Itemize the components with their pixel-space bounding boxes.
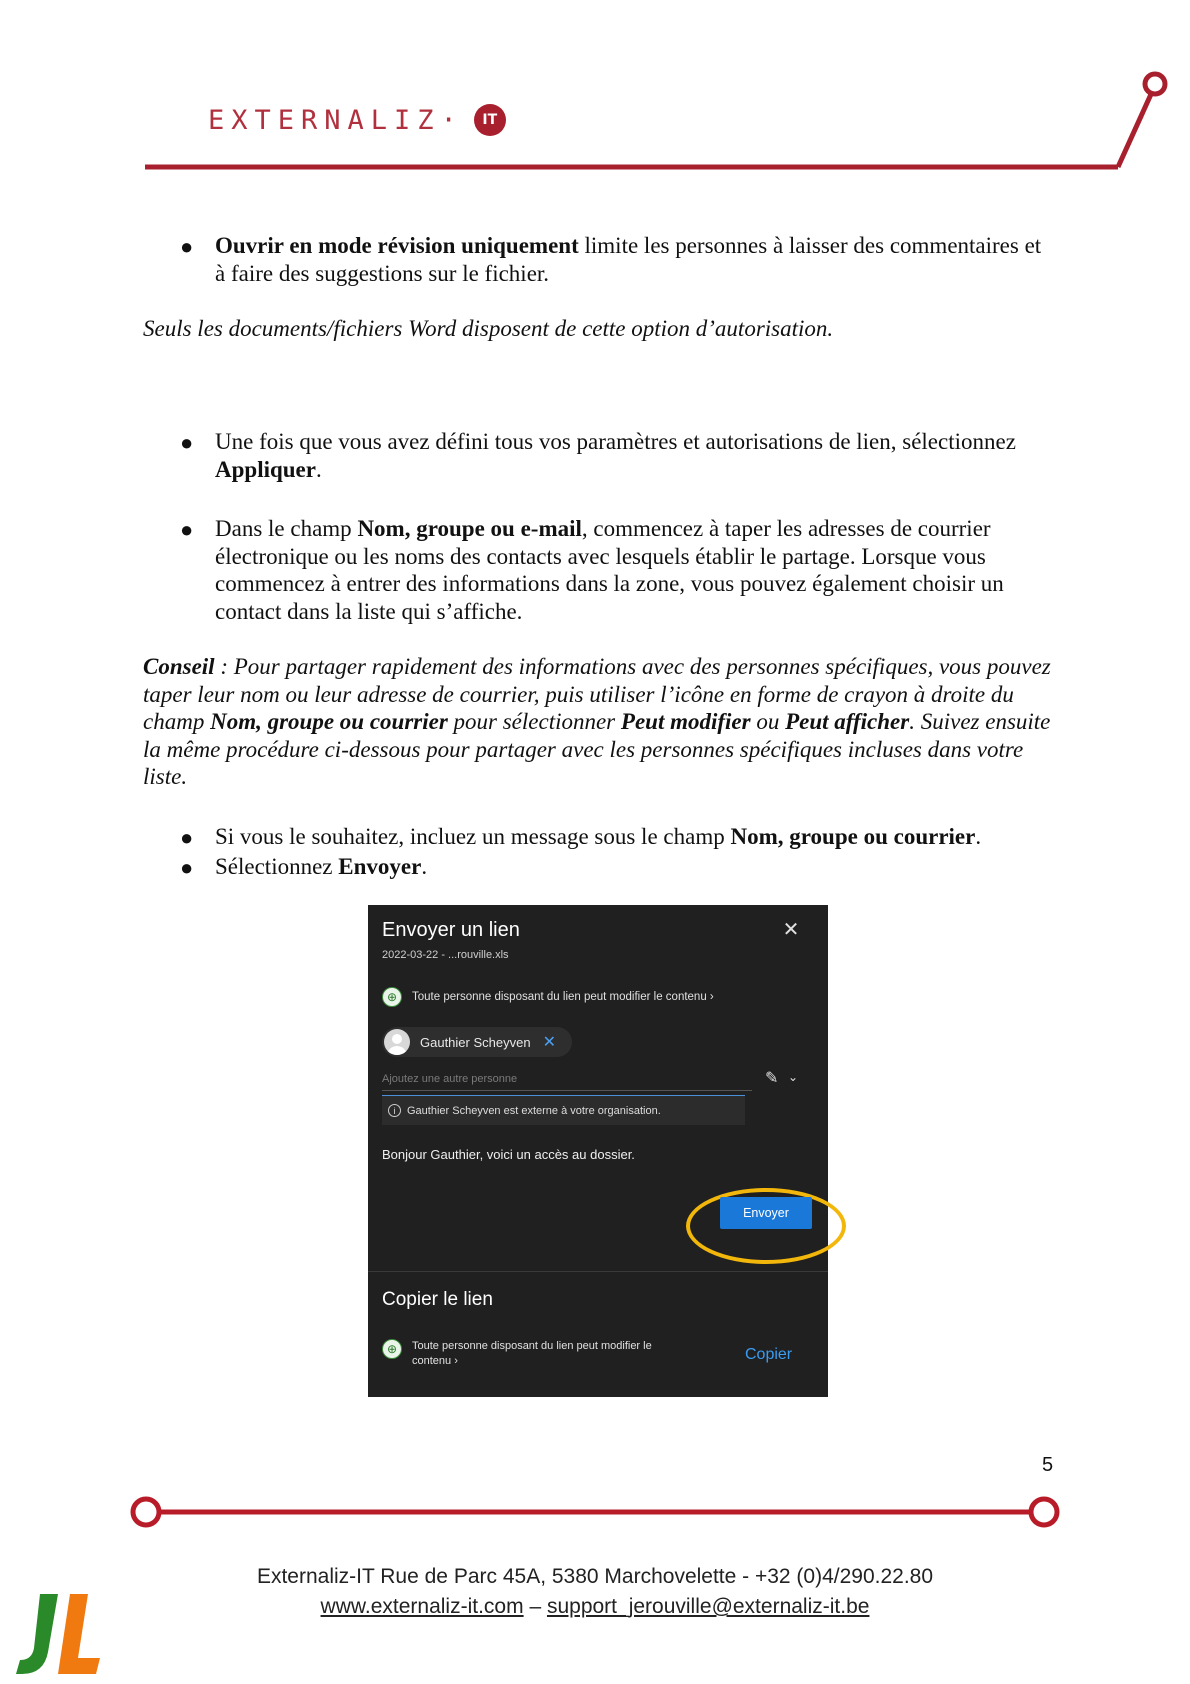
footer-line <box>0 1490 1190 1540</box>
add-person-input[interactable] <box>382 1068 752 1091</box>
tip-text: . Suivez ensuite la même procédure ci-dessous pour partager avec les personnes spécifiques incluses dans votre liste. <box>143 709 1051 789</box>
copy-permission-text: Toute personne disposant du lien peut modifier le contenu › <box>412 1340 652 1367</box>
chevron-down-icon[interactable]: ⌄ <box>788 1070 799 1084</box>
footer-contacts <box>0 1595 1190 1619</box>
footer-separator: – <box>523 1595 547 1618</box>
bullet-review-mode <box>215 232 1055 287</box>
globe-icon: ⊕ <box>382 1339 402 1359</box>
logo-text: EXTERNALIZ· <box>208 104 464 136</box>
copy-link-permission[interactable] <box>382 1339 682 1369</box>
recipient-name: Gauthier Scheyven <box>420 1034 531 1050</box>
bold-phrase: Peut afficher <box>785 709 910 734</box>
bold-phrase: Nom, groupe ou e-mail <box>357 516 582 541</box>
dialog-file-name: 2022-03-22 - ...rouville.xls <box>382 949 509 961</box>
external-note-text: Gauthier Scheyven est externe à votre organisation. <box>407 1104 661 1117</box>
tip-text: : Pour partager rapidement des informations avec des personnes spécifiques, vous pouvez taper leur nom ou leur adresse de courrier, puis utiliser l’icône en forme de crayon à droite du champ <box>143 654 1051 734</box>
message-field[interactable]: Bonjour Gauthier, voici un accès au dossier. <box>382 1147 635 1162</box>
pencil-icon[interactable]: ✎ <box>765 1070 779 1087</box>
bullet-text: Si vous le souhaitez, incluez un message sous le champ <box>215 824 731 849</box>
tip-text: pour sélectionner <box>447 709 621 734</box>
bullet-text: . <box>975 824 982 849</box>
bullet-text: Une fois que vous avez défini tous vos paramètres et autorisations de lien, sélectionnez <box>215 429 1016 454</box>
recipient-chip <box>382 1027 572 1057</box>
bullet-name-field <box>215 515 1055 625</box>
bullet-marker: ● <box>180 825 194 850</box>
send-button[interactable]: Envoyer <box>720 1197 812 1229</box>
page-number: 5 <box>1042 1454 1054 1476</box>
word-only-note: Seuls les documents/fichiers Word disposent de cette option d’autorisation. <box>143 316 834 341</box>
bold-phrase: Nom, groupe ou courrier <box>210 709 448 734</box>
bullet-text: . <box>421 854 428 879</box>
header-line <box>0 0 1190 200</box>
bullet-marker: ● <box>180 234 194 259</box>
close-icon[interactable]: ✕ <box>782 919 800 941</box>
bullet-text: , commencez à taper les adresses de courrier électronique ou les noms des contacts avec lesquels établir le partage. Lorsque vous commencez à entrer des informations dans la zone, vous pouvez également choisir un contact dans la liste qui s’affiche. <box>215 516 1004 624</box>
jl-corner-logo <box>10 1590 100 1680</box>
copy-link-title: Copier le lien <box>382 1289 493 1310</box>
bold-phrase: Appliquer <box>215 456 316 482</box>
tip-label: Conseil <box>143 654 215 679</box>
globe-icon: ⊕ <box>382 987 402 1007</box>
dialog-title: Envoyer un lien <box>382 919 520 941</box>
logo-badge: IT <box>474 104 506 136</box>
remove-recipient-icon[interactable]: ✕ <box>542 1034 556 1051</box>
link-permission-setting[interactable] <box>382 987 714 1007</box>
bullet-text: Dans le champ <box>215 516 358 541</box>
external-user-warning <box>382 1095 745 1125</box>
bold-phrase: Nom, groupe ou courrier <box>730 824 976 849</box>
footer-address: Externaliz-IT Rue de Parc 45A, 5380 Marchovelette - +32 (0)4/290.22.80 <box>256 1565 934 1588</box>
info-icon: i <box>388 1104 401 1117</box>
tip-text: ou <box>750 709 786 734</box>
bold-phrase: Envoyer <box>338 854 422 879</box>
avatar <box>384 1029 410 1055</box>
bold-phrase: Ouvrir en mode révision uniquement <box>215 233 579 258</box>
bullet-text: Sélectionnez <box>215 854 339 879</box>
bullet-apply <box>215 428 1055 483</box>
bullet-text: limite les personnes à laisser des commentaires et à faire des suggestions sur le fichier. <box>215 233 1042 286</box>
email-link[interactable]: support_jerouville@externaliz-it.be <box>546 1595 870 1618</box>
website-link[interactable]: www.externaliz-it.com <box>320 1595 524 1618</box>
bold-phrase: Peut modifier <box>620 709 751 734</box>
tip-paragraph <box>143 653 1063 791</box>
bullet-message <box>215 823 1055 851</box>
send-link-dialog <box>368 905 828 1397</box>
bullet-marker: ● <box>180 855 194 880</box>
bullet-text: . <box>315 456 322 482</box>
permission-text: Toute personne disposant du lien peut modifier le contenu › <box>412 991 714 1003</box>
copy-button[interactable]: Copier <box>745 1346 793 1363</box>
divider <box>368 1271 828 1272</box>
bullet-marker: ● <box>180 517 194 542</box>
bullet-send <box>215 853 1055 881</box>
bullet-marker: ● <box>180 430 194 455</box>
